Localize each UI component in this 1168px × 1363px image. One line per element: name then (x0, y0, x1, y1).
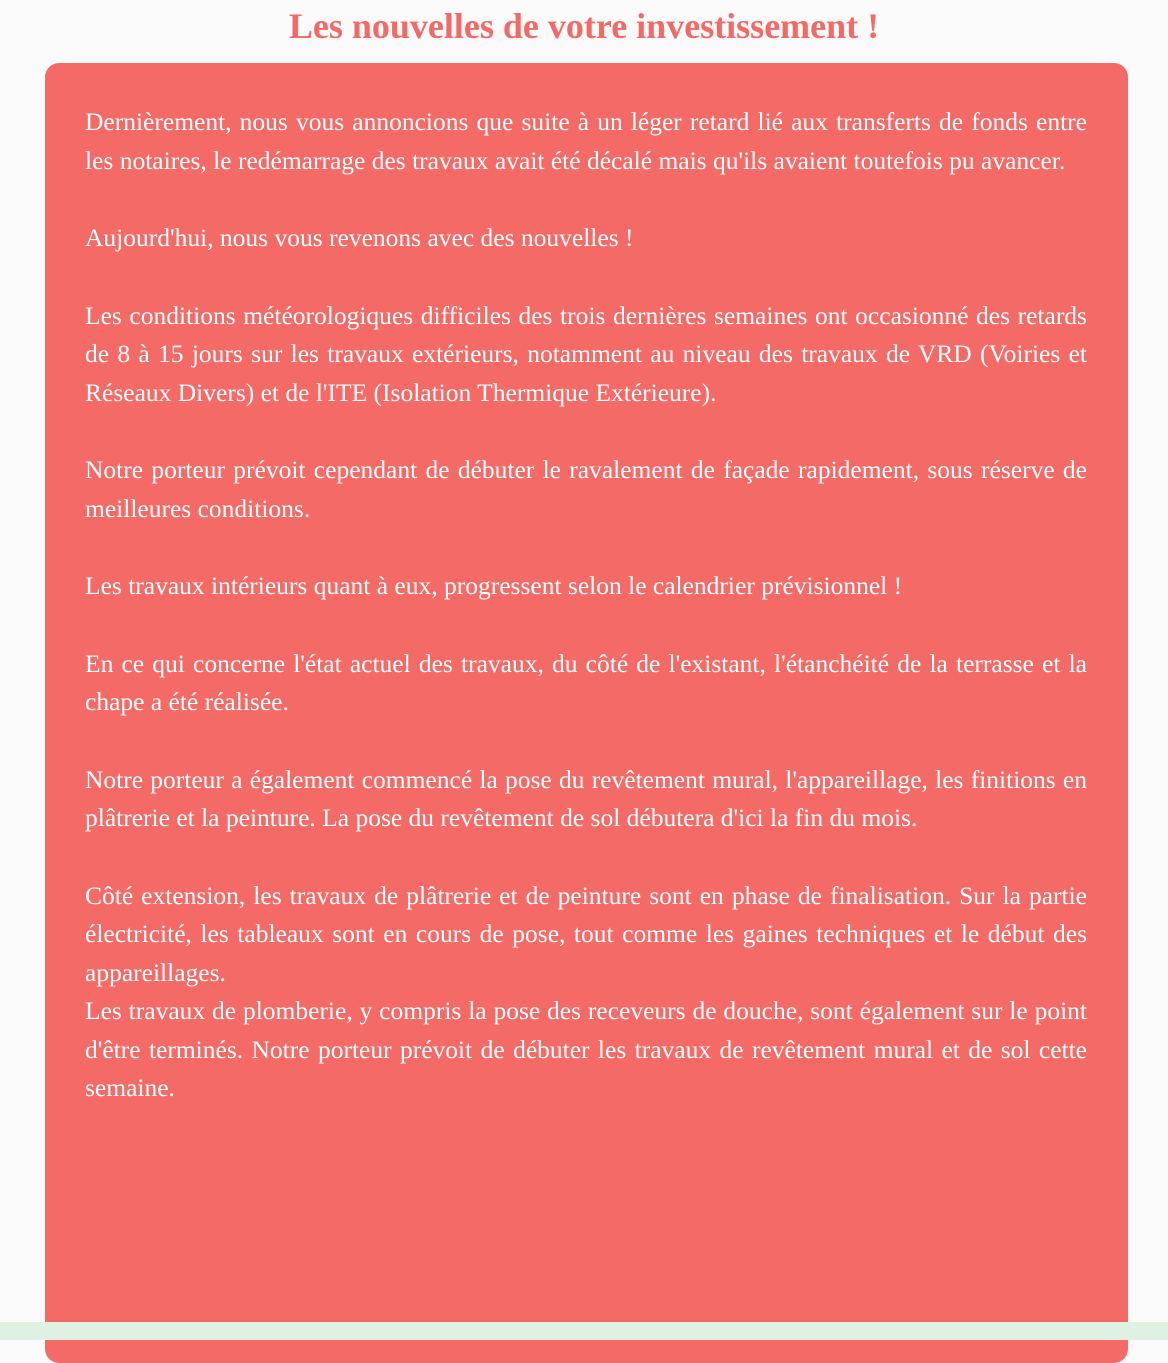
footer-band (0, 1322, 1168, 1340)
news-card (45, 63, 1128, 1363)
paragraph-news: Aujourd'hui, nous vous revenons avec des nouvelles ! (85, 223, 634, 252)
extension-text: Côté extension, les travaux de plâtrerie et de peinture sont en phase de finalisation. Sur la partie électricité, les tableaux sont en cours de pose, tout comme les gaines techniques et le début des appareillages. (85, 880, 1087, 987)
paragraph-wall-covering: Notre porteur a également commencé la pose du revêtement mural, l'appareillage, les finitions en plâtrerie et la peinture. La pose du revêtement de sol débutera d'ici la fin du mois. (85, 764, 1087, 832)
paragraph-existing-state: En ce qui concerne l'état actuel des travaux, du côté de l'existant, l'étanchéité de la terrasse et la chape a été réalisée. (85, 648, 1087, 716)
paragraph-interior-works: Les travaux intérieurs quant à eux, progressent selon le calendrier prévisionnel ! (85, 571, 903, 600)
plumbing-text: Les travaux de plomberie, y compris la pose des receveurs de douche, sont également sur le point d'être terminés. Notre porteur prévoit de débuter les travaux de revêtement mural et de sol cette semaine. (85, 996, 1087, 1102)
page-title: Les nouvelles de votre investissement ! (288, 6, 880, 46)
paragraph-facade: Notre porteur prévoit cependant de débuter le ravalement de façade rapidement, sous réserve de meilleures conditions. (85, 455, 1087, 523)
paragraph-weather-delays: Les conditions météorologiques difficiles des trois dernières semaines ont occasionné des retards de 8 à 15 jours sur les travaux extérieurs, notamment au niveau des travaux de VRD (Voiries et Réseaux Divers) et de l'ITE (Isolation Thermique Extérieure). (85, 300, 1087, 407)
paragraph-intro: Dernièrement, nous vous annoncions que suite à un léger retard lié aux transferts de fonds entre les notaires, le redémarrage des travaux avait été décalé mais qu'ils avaient toutefois pu avancer. (85, 107, 1087, 175)
paragraph-extension (85, 877, 1087, 1108)
